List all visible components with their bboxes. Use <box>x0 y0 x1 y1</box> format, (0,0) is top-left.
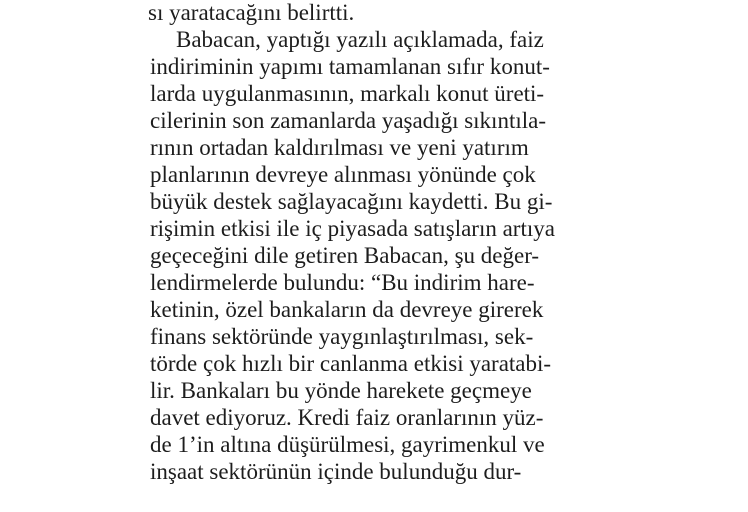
article-line-17: de 1’in altına düşürülmesi, gayrimenkul ve <box>150 432 545 457</box>
article-line-3: indiriminin yapımı tamamlanan sıfır konut- <box>150 54 550 79</box>
article-line-1: sı yaratacağını belirtti. <box>148 0 355 25</box>
article-line-13: finans sektöründe yaygınlaştırılması, sek- <box>150 324 534 349</box>
article-line-12: ketinin, özel bankaların da devreye girerek <box>150 297 544 322</box>
article-line-4: larda uygulanmasının, markalı konut üreti- <box>150 81 545 106</box>
article-line-5: cilerinin son zamanlarda yaşadığı sıkıntıla- <box>150 108 546 133</box>
article-line-18: inşaat sektörünün içinde bulunduğu dur- <box>150 459 522 484</box>
article-line-11: lendirmelerde bulundu: “Bu indirim hare- <box>150 270 535 295</box>
article-line-14: törde çok hızlı bir canlanma etkisi yaratabi- <box>150 351 552 376</box>
article-line-9: rişimin etkisi ile iç piyasada satışların artıya <box>150 216 555 241</box>
article-line-2: Babacan, yaptığı yazılı açıklamada, faiz <box>176 27 544 52</box>
article-line-15: lir. Bankaları bu yönde harekete geçmeye <box>150 378 532 403</box>
article-line-6: rının ortadan kaldırılması ve yeni yatırım <box>150 135 529 160</box>
article-line-10: geçeceğini dile getiren Babacan, şu değer- <box>150 243 540 268</box>
article-line-7: planlarının devreye alınması yönünde çok <box>150 162 536 187</box>
article-line-8: büyük destek sağlayacağını kaydetti. Bu gi- <box>150 189 553 214</box>
article-line-16: davet ediyoruz. Kredi faiz oranlarının yüz- <box>150 405 544 430</box>
